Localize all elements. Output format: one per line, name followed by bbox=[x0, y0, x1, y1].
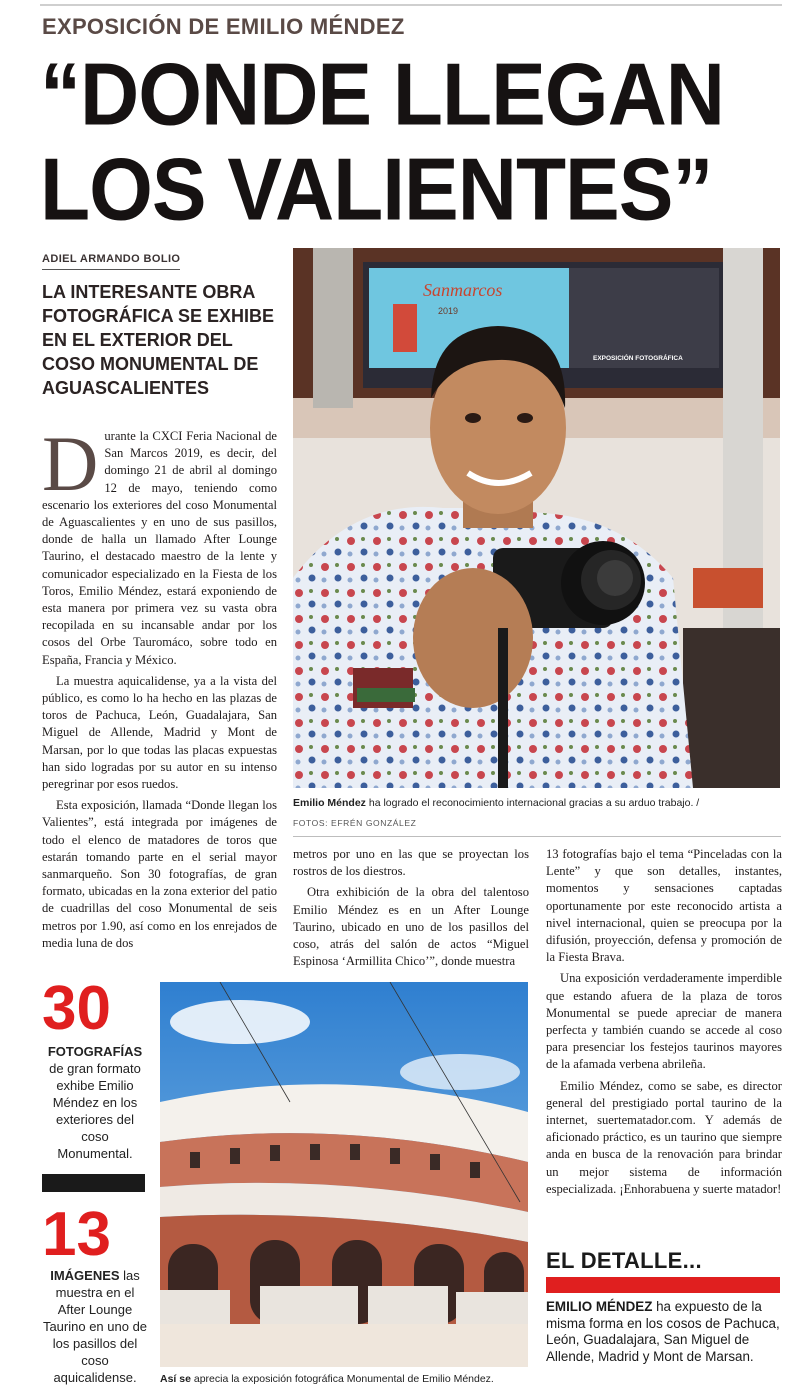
section-kicker: EXPOSICIÓN DE EMILIO MÉNDEZ bbox=[42, 14, 405, 39]
stat-number-13: 13 bbox=[42, 1200, 111, 1269]
paragraph-7: Una exposición verdaderamente imperdible que estando afuera de la plaza de toros Monumental se puede apreciar de manera perfecta y también cuando se accede al coso para presenciar los festejos taurinos mayores de la afamada verbena abrileña. bbox=[546, 971, 782, 1072]
banner-year: 2019 bbox=[438, 306, 459, 316]
photo-emilio-mendez bbox=[293, 248, 780, 788]
paragraph-2: La muestra aquicalidense, ya a la vista del público, es como lo ha hecho en las plazas de toros de Pachuca, León, Guadalajara, San Miguel de Allende, Madrid y Mont de Marsan, por lo que todas las placas expuestas han sido logradas por su autor en su intenso peregrinar por esos ruedos. bbox=[42, 673, 277, 792]
photo-plaza-monumental bbox=[160, 982, 528, 1367]
photo-caption-top bbox=[293, 796, 773, 810]
byline: ADIEL ARMANDO BOLIO bbox=[42, 253, 180, 270]
paragraph-1: Durante la CXCI Feria Nacional de San Marcos 2019, es decir, del domingo 21 de abril al domingo 12 de mayo, teniendo como escenario los exteriores del coso Monumental de Aguascalientes y en uno de sus pasillos, donde de halla un llamado After Lounge Taurino, el destacado maestro de la lente y comunicador especializado en la Fiesta de los Toros, Emilio Méndez, estará exponiendo de esta manera por primera vez su vasta obra recopilada en su incansable andar por los cosos del Orbe Tauromáco, sobre todo en España, Francia y México. bbox=[42, 420, 277, 667]
drop-cap: D bbox=[42, 420, 99, 507]
paragraph-4: metros por uno en las que se proyectan los rostros de los diestros. bbox=[293, 847, 529, 879]
photo-credit: FOTOS: EFRÉN GONZÁLEZ bbox=[293, 818, 417, 828]
divider-rule bbox=[293, 836, 781, 837]
detail-red-bar bbox=[546, 1277, 780, 1293]
stat-text-13: IMÁGENES las muestra en el After Lounge Taurino en uno de los pasillos del coso aquicalidense. bbox=[42, 1268, 148, 1385]
paragraph-5: Otra exhibición de la obra del talentoso Emilio Méndez es en un After Lounge Taurino, ubicado en uno de los pasillos del coso, atrás del salón de actos “Miguel Espinosa ‘Armillita Chico’”, donde muestra bbox=[293, 885, 529, 969]
headline bbox=[40, 45, 780, 240]
caption-name: Emilio Méndez bbox=[293, 797, 366, 809]
stat-number-30: 30 bbox=[42, 974, 111, 1043]
plaza-illustration bbox=[160, 982, 528, 1367]
detail-text: EMILIO MÉNDEZ ha expuesto de la misma forma en los cosos de Pachuca, León, Guadalajara, San Miguel de Allende, Madrid y Mont de Marsan. bbox=[546, 1299, 780, 1364]
subheadline: LA INTERESANTE OBRA FOTOGRÁFICA SE EXHIBE EN EL EXTERIOR DEL COSO MONUMENTAL DE AGUASCALIENTES bbox=[42, 282, 275, 398]
paragraph-3: Esta exposición, llamada “Donde llegan los Valientes”, está integrada por imágenes de todo el elenco de matadores de toros que estarán tomando parte en el serial mayor sanmarqueño. Son 30 fotografías, de gran formato, ubicadas en la zona exterior del patio de cuadrillas del coso Monumental de seis metros por 1.90, así como en los enrejados de media luna de dos bbox=[42, 798, 277, 950]
body-column-1 bbox=[42, 420, 277, 956]
body-column-2 bbox=[293, 846, 529, 974]
stat-divider bbox=[42, 1174, 145, 1192]
photo-caption-bottom: Así se aprecia la exposición fotográfica Monumental de Emilio Méndez. bbox=[160, 1373, 494, 1385]
banner-caption: EXPOSICIÓN FOTOGRÁFICA bbox=[593, 355, 683, 362]
headline-line-2: LOS VALIENTES” bbox=[40, 140, 713, 240]
stat-text-30: FOTOGRAFÍAS de gran formato exhibe Emilio Méndez en los exteriores del coso Monumental. bbox=[47, 1044, 143, 1161]
photo-illustration bbox=[293, 248, 780, 788]
headline-line-1: “DONDE LLEGAN bbox=[40, 45, 724, 145]
top-rule bbox=[40, 4, 782, 6]
banner-title: Sanmarcos bbox=[423, 280, 503, 300]
paragraph-8: Emilio Méndez, como se sabe, es director general del prestigiado portal taurino de la internet, suertematador.com. Y además de aficionado práctico, es un taurino que siempre anda en busca de la renovación para brindar un mejor sistema de información especializada. ¡Enhorabuena y suerte matador! bbox=[546, 1078, 782, 1196]
detail-title: EL DETALLE... bbox=[546, 1248, 702, 1273]
caption-text: ha logrado el reconocimiento internacional gracias a su arduo trabajo. / bbox=[365, 797, 700, 809]
paragraph-6: 13 fotografías bajo el tema “Pinceladas con la Lente” y que son detalles, instantes, momentos y sensaciones captadas oportunamente por este reconocido artista a nivel internacional, quien se preocupa por la difusión, proyección, defensa y promoción de la Fiesta Brava. bbox=[546, 847, 782, 965]
body-column-3 bbox=[546, 846, 782, 1202]
